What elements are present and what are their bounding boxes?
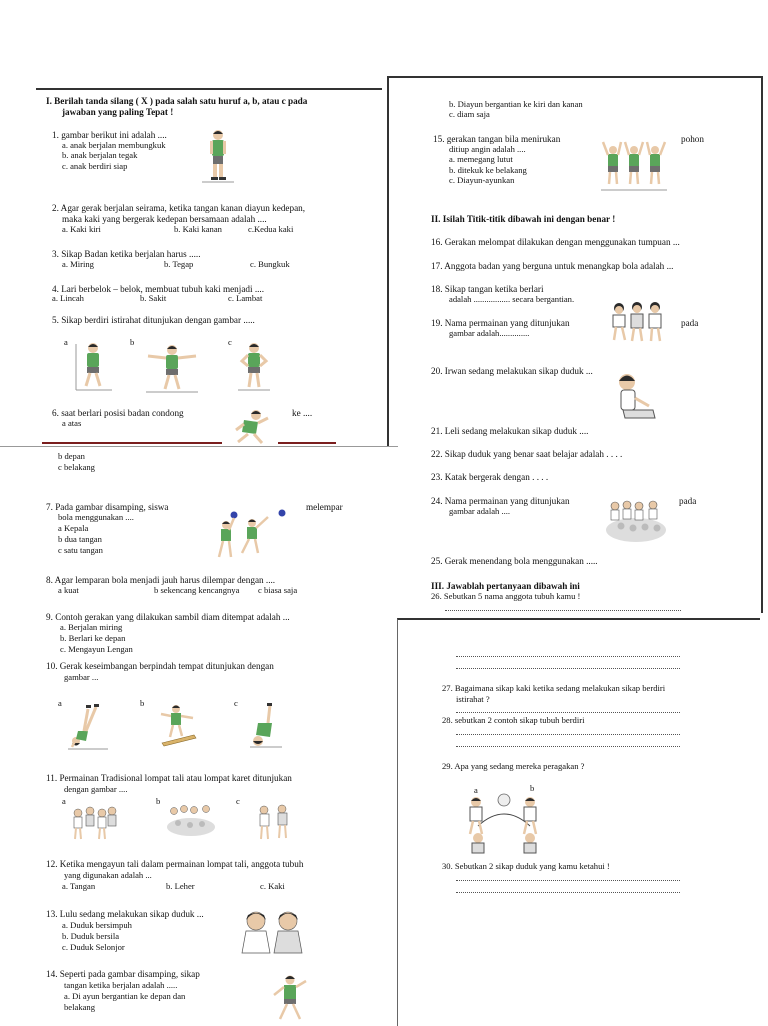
question-27: 27. Bagaimana sikap kaki ketika sedang melakukan sikap berdiri bbox=[442, 683, 666, 693]
question-12-option-c[interactable]: c. Kaki bbox=[260, 881, 285, 891]
question-10-option-c[interactable]: c bbox=[234, 698, 238, 708]
question-10: 10. Gerak keseimbangan berpindah tempat ditunjukan dengan bbox=[46, 661, 274, 671]
question-11-option-a[interactable]: a bbox=[62, 796, 66, 806]
walking-child-figure bbox=[270, 973, 310, 1023]
question-2-option-b[interactable]: b. Kaki kanan bbox=[174, 224, 222, 234]
ball-throw-figure bbox=[212, 505, 300, 563]
worksheet-page-4 bbox=[397, 618, 760, 1026]
question-4: 4. Lari berbelok – belok, membuat tubuh kaki menjadi .... bbox=[52, 284, 265, 294]
question-12: 12. Ketika mengayun tali dalam permainan lompat tali, anggota tubuh bbox=[46, 859, 304, 869]
question-25: 25. Gerak menendang bola menggunakan ..... bbox=[431, 556, 598, 566]
question-1-option-c[interactable]: c. anak berdiri siap bbox=[62, 161, 128, 171]
question-23: 23. Katak bergerak dengan . . . . bbox=[431, 472, 549, 482]
question-12-line2: yang digunakan adalah ... bbox=[64, 870, 152, 880]
question-29: 29. Apa yang sedang mereka peragakan ? bbox=[442, 761, 585, 771]
question-3: 3. Sikap Badan ketika berjalan harus ..... bbox=[52, 249, 201, 259]
section-1-title: I. Berilah tanda silang ( X ) pada salah satu huruf a, b, atau c pada bbox=[46, 96, 308, 106]
question-11: 11. Permainan Tradisional lompat tali atau lompat karet ditunjukan bbox=[46, 773, 292, 783]
question-11-option-b[interactable]: b bbox=[156, 796, 161, 806]
question-12-option-b[interactable]: b. Leher bbox=[166, 881, 195, 891]
question-6: 6. saat berlari posisi badan condong bbox=[52, 408, 184, 418]
question-4-option-a[interactable]: a. Lincah bbox=[52, 293, 84, 303]
question-4-option-c[interactable]: c. Lambat bbox=[228, 293, 263, 303]
question-2-option-c[interactable]: c.Kedua kaki bbox=[248, 224, 294, 234]
standing-at-ease-figure bbox=[74, 340, 114, 392]
running-child-figure bbox=[228, 408, 274, 446]
question-3-option-a[interactable]: a. Miring bbox=[62, 259, 94, 269]
question-14-line2: tangan ketika berjalan adalah ..... bbox=[64, 980, 178, 990]
boy-sitting-figure bbox=[613, 372, 663, 426]
worksheet-page-1 bbox=[36, 88, 382, 448]
section-1-title-line2: jawaban yang paling Tepat ! bbox=[62, 107, 174, 117]
question-14-option-a-line2: belakang bbox=[64, 1002, 96, 1012]
question-13-option-a[interactable]: a. Duduk bersimpuh bbox=[62, 920, 132, 930]
question-22: 22. Sikap duduk yang benar saat belajar adalah . . . . bbox=[431, 449, 623, 459]
question-11-line2: dengan gambar .... bbox=[64, 784, 128, 794]
question-5: 5. Sikap berdiri istirahat ditunjukan dengan gambar ..... bbox=[52, 315, 255, 325]
question-29-label-b: b bbox=[530, 783, 535, 793]
worksheet-page-2 bbox=[387, 76, 763, 613]
question-10-option-b[interactable]: b bbox=[140, 698, 145, 708]
question-9-option-a[interactable]: a. Berjalan miring bbox=[60, 622, 123, 632]
question-11-option-c[interactable]: c bbox=[236, 796, 240, 806]
question-10-option-a[interactable]: a bbox=[58, 698, 62, 708]
question-13-option-b[interactable]: b. Duduk bersila bbox=[62, 931, 120, 941]
tree-sway-children-figure bbox=[599, 134, 669, 192]
question-8-option-b[interactable]: b sekencang kencangnya bbox=[154, 585, 240, 595]
question-16: 16. Gerakan melompat dilakukan dengan menggunakan tumpuan ... bbox=[431, 237, 680, 247]
question-6-end: ke .... bbox=[292, 408, 313, 418]
question-26: 26. Sebutkan 5 nama anggota tubuh kamu ! bbox=[431, 591, 581, 601]
passing-ball-game-figure bbox=[464, 792, 544, 856]
question-9-option-b[interactable]: b. Berlari ke depan bbox=[60, 633, 126, 643]
question-8-option-c[interactable]: c biasa saja bbox=[258, 585, 298, 595]
rolling-figure bbox=[248, 701, 284, 749]
question-7-line2: bola menggunakan .... bbox=[58, 512, 134, 522]
divider-line bbox=[278, 442, 336, 444]
question-28: 28. sebutkan 2 contoh sikap tubuh berdiri bbox=[442, 715, 585, 725]
question-5-option-b[interactable]: b bbox=[130, 337, 135, 347]
question-19-line2: gambar adalah.............. bbox=[449, 328, 530, 338]
question-30: 30. Sebutkan 2 sikap duduk yang kamu ketahui ! bbox=[442, 861, 610, 871]
question-21: 21. Leli sedang melakukan sikap duduk .... bbox=[431, 426, 589, 436]
question-6-option-a[interactable]: a atas bbox=[62, 418, 82, 428]
question-1: 1. gambar berikut ini adalah .... bbox=[52, 130, 167, 140]
answer-line[interactable] bbox=[456, 892, 680, 893]
handstand-figure bbox=[66, 701, 110, 751]
question-15-end: pohon bbox=[681, 134, 704, 144]
question-9: 9. Contoh gerakan yang dilakukan sambil diam ditempat adalah ... bbox=[46, 612, 290, 622]
question-19-end: pada bbox=[681, 318, 699, 328]
question-7: 7. Pada gambar disamping, siswa bbox=[46, 502, 169, 512]
question-24-line2: gambar adalah .... bbox=[449, 506, 511, 516]
question-27-line2: istirahat ? bbox=[456, 694, 490, 704]
question-15-option-c[interactable]: c. Diayun-ayunkan bbox=[449, 175, 515, 185]
question-17: 17. Anggota badan yang berguna untuk menangkap bola adalah ... bbox=[431, 261, 674, 271]
answer-line[interactable] bbox=[456, 656, 680, 657]
worksheet-page-3 bbox=[0, 446, 398, 1025]
section-3-title: III. Jawablah pertanyaan dibawah ini bbox=[431, 581, 580, 591]
question-9-option-c[interactable]: c. Mengayun Lengan bbox=[60, 644, 133, 654]
question-15-option-a[interactable]: a. memegang lutut bbox=[449, 154, 513, 164]
question-15: 15. gerakan tangan bila menirukan bbox=[433, 134, 561, 144]
answer-line[interactable] bbox=[456, 746, 680, 747]
question-15-line2: ditiup angin adalah .... bbox=[449, 144, 526, 154]
hands-on-hips-figure bbox=[236, 340, 272, 392]
answer-line[interactable] bbox=[456, 880, 680, 881]
question-13-option-c[interactable]: c. Duduk Selonjor bbox=[62, 942, 125, 952]
question-6-option-b[interactable]: b depan bbox=[58, 451, 85, 461]
question-14-option-a[interactable]: a. Di ayun bergantian ke depan dan bbox=[64, 991, 186, 1001]
question-2: 2. Agar gerak berjalan seirama, ketika tangan kanan diayun kedepan, bbox=[52, 203, 306, 213]
balance-beam-figure bbox=[158, 701, 198, 751]
question-2-option-a[interactable]: a. Kaki kiri bbox=[62, 224, 101, 234]
question-7-end: melempar bbox=[306, 502, 343, 512]
question-29-label-a: a bbox=[474, 785, 478, 795]
question-12-option-a[interactable]: a. Tangan bbox=[62, 881, 96, 891]
question-24: 24. Nama permainan yang ditunjukan bbox=[431, 496, 570, 506]
question-18: 18. Sikap tangan ketika berlari bbox=[431, 284, 544, 294]
question-5-option-a[interactable]: a bbox=[64, 337, 68, 347]
question-2-line2: maka kaki yang bergerak kedepan bersamaan adalah .... bbox=[62, 214, 267, 224]
question-7-option-a[interactable]: a Kepala bbox=[58, 523, 89, 533]
arms-spread-figure bbox=[144, 342, 200, 394]
answer-line[interactable] bbox=[456, 734, 680, 735]
question-19: 19. Nama permainan yang ditunjukan bbox=[431, 318, 570, 328]
question-6-option-c[interactable]: c belakang bbox=[58, 462, 95, 472]
children-walking-figure bbox=[70, 805, 120, 843]
question-14-option-c[interactable]: c. diam saja bbox=[449, 109, 490, 119]
question-7-option-c[interactable]: c satu tangan bbox=[58, 545, 103, 555]
question-18-line2: adalah ................. secara bergantian. bbox=[449, 294, 575, 304]
question-15-option-b[interactable]: b. ditekuk ke belakang bbox=[449, 165, 527, 175]
question-24-end: pada bbox=[679, 496, 697, 506]
divider-line bbox=[42, 442, 222, 444]
two-children-figure bbox=[254, 803, 294, 843]
children-group-game-figure bbox=[609, 300, 671, 344]
children-crowd-figure bbox=[166, 803, 216, 837]
question-10-line2: gambar ... bbox=[64, 672, 99, 682]
question-8: 8. Agar lemparan bola menjadi jauh harus dilempar dengan .... bbox=[46, 575, 276, 585]
section-2-title: II. Isilah Titik-titik dibawah ini dengan benar ! bbox=[431, 214, 616, 224]
question-4-option-b[interactable]: b. Sakit bbox=[140, 293, 167, 303]
standing-child-figure bbox=[200, 128, 236, 184]
question-14-option-b[interactable]: b. Diayun bergantian ke kiri dan kanan bbox=[449, 99, 583, 109]
question-1-option-b[interactable]: b. anak berjalan tegak bbox=[62, 150, 138, 160]
question-1-option-a[interactable]: a. anak berjalan membungkuk bbox=[62, 140, 166, 150]
question-14: 14. Seperti pada gambar disamping, sikap bbox=[46, 969, 200, 979]
girls-sitting-figure bbox=[240, 909, 306, 959]
question-8-option-a[interactable]: a kuat bbox=[58, 585, 79, 595]
children-crowd-game-figure bbox=[605, 498, 667, 544]
question-3-option-b[interactable]: b. Tegap bbox=[164, 259, 194, 269]
question-5-option-c[interactable]: c bbox=[228, 337, 232, 347]
question-3-option-c[interactable]: c. Bungkuk bbox=[250, 259, 290, 269]
question-7-option-b[interactable]: b dua tangan bbox=[58, 534, 102, 544]
answer-line[interactable] bbox=[445, 610, 681, 611]
answer-line[interactable] bbox=[456, 712, 680, 713]
question-20: 20. Irwan sedang melakukan sikap duduk ... bbox=[431, 366, 593, 376]
question-13: 13. Lulu sedang melakukan sikap duduk ... bbox=[46, 909, 204, 919]
answer-line[interactable] bbox=[456, 668, 680, 669]
